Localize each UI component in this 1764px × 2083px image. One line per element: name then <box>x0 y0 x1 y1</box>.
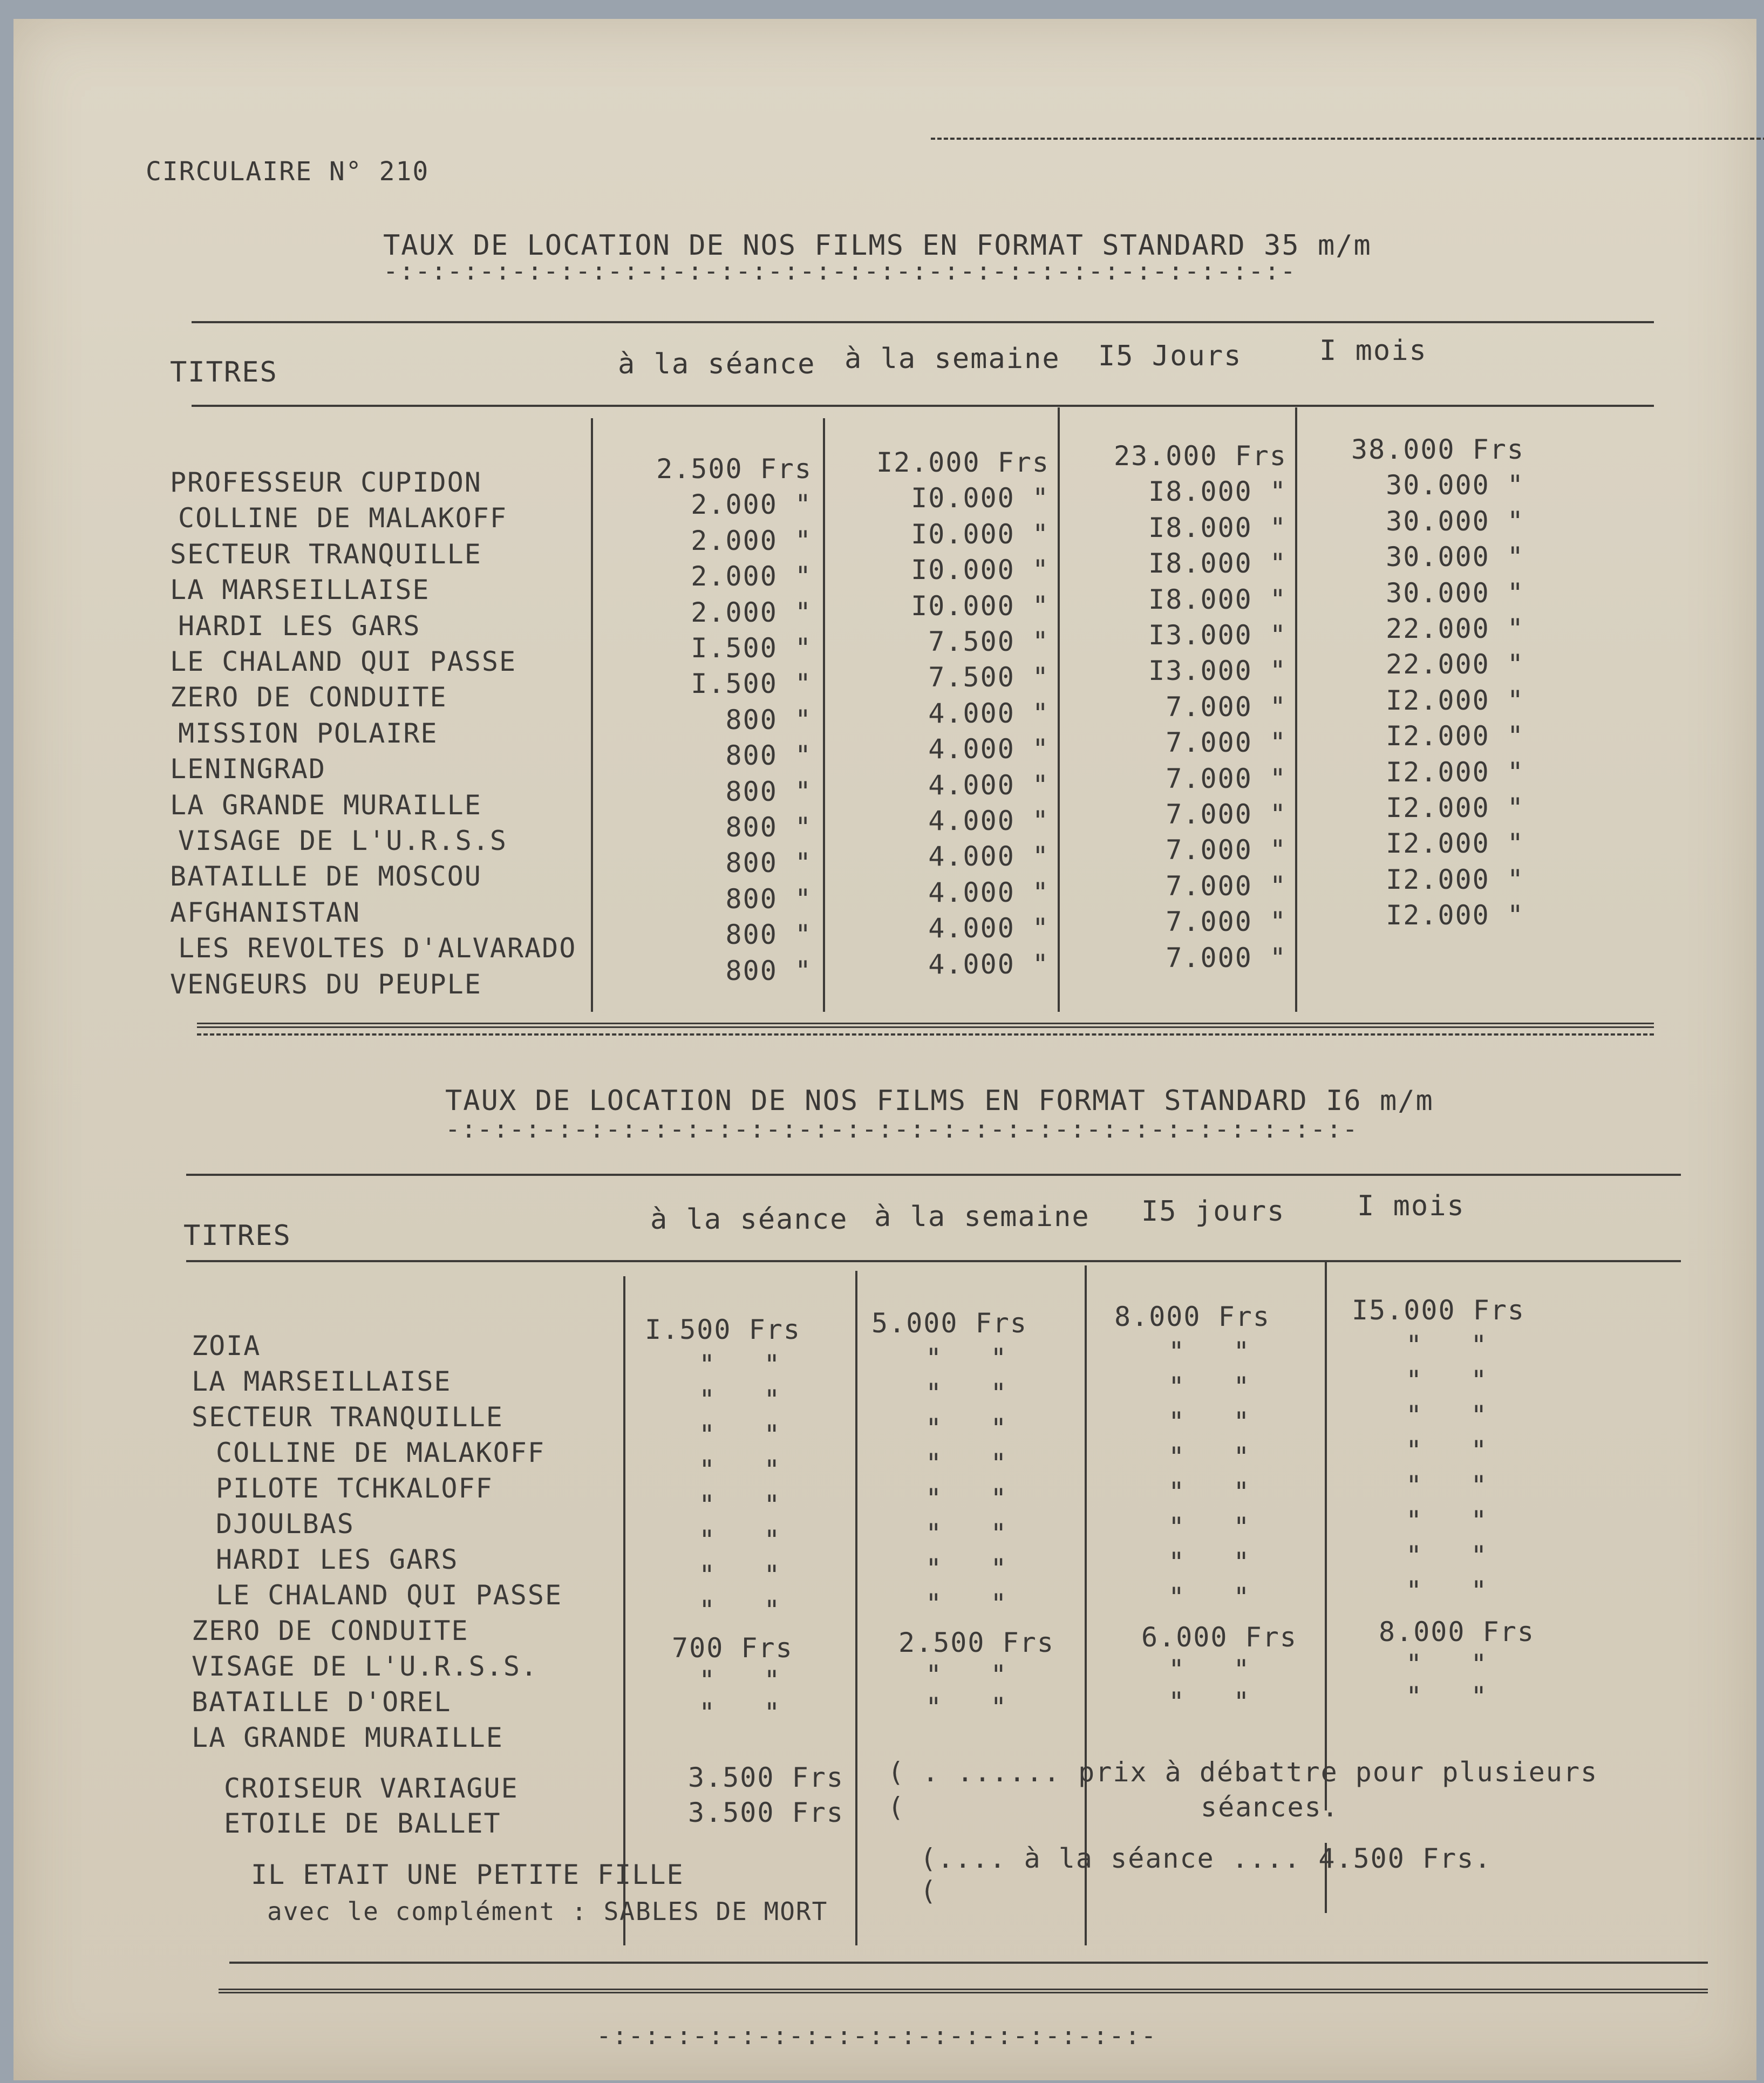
header-titres-16: TITRES <box>183 1220 291 1252</box>
price-seance: 2.000 " <box>691 561 812 592</box>
price-mois: 22.000 " <box>1386 649 1524 680</box>
col-rule <box>1325 1260 1327 1810</box>
price-semaine: I2.000 Frs <box>876 447 1050 478</box>
price-seance: 2.000 " <box>691 525 812 556</box>
price-quinze: I8.000 " <box>1148 512 1287 543</box>
ditto-mark: " " <box>1168 1336 1250 1367</box>
price-seance: 800 " <box>725 883 812 915</box>
price-semaine: 4.000 " <box>928 770 1050 801</box>
bracket: ( <box>920 1875 938 1907</box>
header-15-jours-16: I5 jours <box>1141 1195 1285 1228</box>
price-etoile: 3.500 Frs <box>688 1797 844 1828</box>
ditto-mark: " " <box>699 1349 780 1380</box>
ditto-mark: " " <box>1406 1540 1487 1571</box>
price-seance: I.500 " <box>691 632 812 664</box>
rule <box>229 1962 1708 1964</box>
header-semaine: à la semaine <box>844 343 1060 375</box>
header-seance: à la séance <box>618 348 816 380</box>
film-title: ZERO DE CONDUITE <box>192 1615 469 1646</box>
price-seance: 800 " <box>725 812 812 843</box>
header-seance-16: à la séance <box>650 1203 848 1236</box>
film-title: LA GRANDE MURAILLE <box>192 1722 503 1753</box>
ditto-mark: " " <box>925 1448 1007 1479</box>
ditto-mark: " " <box>1168 1406 1250 1438</box>
title-16mm: TAUX DE LOCATION DE NOS FILMS EN FORMAT STANDARD I6 m/m <box>445 1085 1434 1117</box>
title-petite-fille: IL ETAIT UNE PETITE FILLE <box>251 1859 684 1890</box>
price-seance-group2: 700 Frs <box>672 1632 793 1664</box>
col-rule <box>855 1271 857 1945</box>
ditto-mark: " " <box>1406 1649 1487 1680</box>
price-quinze: I8.000 " <box>1148 584 1287 615</box>
price-mois: I2.000 " <box>1386 828 1524 859</box>
price-quinze: I3.000 " <box>1148 655 1287 686</box>
price-petite-fille: (.... à la séance .... 4.500 Frs. <box>920 1843 1492 1874</box>
section-separator-dash <box>197 1033 1654 1036</box>
rule <box>192 321 1654 323</box>
price-semaine: 4.000 " <box>928 698 1050 729</box>
ditto-mark: " " <box>1406 1365 1487 1396</box>
ditto-mark: " " <box>699 1560 780 1591</box>
ditto-mark: " " <box>1168 1582 1250 1613</box>
film-title: LE CHALAND QUI PASSE <box>170 646 517 677</box>
film-title: BATAILLE D'OREL <box>192 1686 452 1718</box>
price-mois: I2.000 " <box>1386 720 1524 752</box>
section-separator <box>197 1023 1654 1028</box>
film-title: ZERO DE CONDUITE <box>170 682 447 713</box>
price-semaine: I0.000 " <box>911 482 1050 514</box>
price-semaine: 4.000 " <box>928 841 1050 872</box>
price-croiseur: 3.500 Frs <box>688 1762 844 1793</box>
price-semaine: I0.000 " <box>911 554 1050 586</box>
price-mois: 30.000 " <box>1386 469 1524 501</box>
price-mois: I5.000 Frs <box>1352 1295 1525 1326</box>
price-mois: 22.000 " <box>1386 613 1524 644</box>
film-title: PROFESSEUR CUPIDON <box>170 467 482 498</box>
ditto-mark: " " <box>1406 1400 1487 1431</box>
price-mois: I2.000 " <box>1386 792 1524 823</box>
film-title: VENGEURS DU PEUPLE <box>170 969 482 1000</box>
film-title: AFGHANISTAN <box>170 897 361 928</box>
price-seance: 800 " <box>725 776 812 807</box>
note-debattre: ( . ...... prix à débattre pour plusieurs <box>888 1757 1598 1788</box>
header-mois-16: I mois <box>1357 1190 1465 1222</box>
film-title: LES REVOLTES D'ALVARADO <box>178 932 577 964</box>
ditto-mark: " " <box>1406 1330 1487 1361</box>
film-title: MISSION POLAIRE <box>178 718 438 749</box>
price-mois: I2.000 " <box>1386 900 1524 931</box>
col-rule <box>623 1276 625 1945</box>
ditto-mark: " " <box>1168 1476 1250 1508</box>
price-semaine: 4.000 " <box>928 913 1050 944</box>
film-title: VISAGE DE L'U.R.S.S. <box>192 1651 539 1682</box>
price-mois: 30.000 " <box>1386 577 1524 609</box>
price-seance: 2.500 Frs <box>656 453 812 485</box>
film-title: LE CHALAND QUI PASSE <box>216 1580 563 1611</box>
price-quinze: 23.000 Frs <box>1113 440 1287 472</box>
ditto-mark: " " <box>1406 1681 1487 1712</box>
price-mois: 38.000 Frs <box>1351 434 1524 465</box>
price-semaine: 4.000 " <box>928 805 1050 836</box>
price-mois: 30.000 " <box>1386 506 1524 537</box>
film-title: PILOTE TCHKALOFF <box>216 1473 493 1504</box>
ditto-mark: " " <box>925 1483 1007 1514</box>
col-rule <box>1058 407 1060 1012</box>
film-title: COLLINE DE MALAKOFF <box>178 502 507 534</box>
price-semaine: 7.500 " <box>928 626 1050 657</box>
price-semaine: 7.500 " <box>928 662 1050 693</box>
film-title: COLLINE DE MALAKOFF <box>216 1437 545 1468</box>
ditto-mark: " " <box>925 1378 1007 1409</box>
price-mois: I2.000 " <box>1386 685 1524 716</box>
header-semaine-16: à la semaine <box>874 1201 1090 1233</box>
price-quinze-group2: 6.000 Frs <box>1141 1622 1297 1653</box>
film-title: LENINGRAD <box>170 753 326 785</box>
ditto-mark: " " <box>925 1588 1007 1619</box>
film-title: DJOULBAS <box>216 1508 355 1540</box>
col-rule <box>1295 407 1297 1012</box>
film-title: SECTEUR TRANQUILLE <box>192 1401 503 1433</box>
price-quinze: 7.000 " <box>1166 834 1287 866</box>
price-seance: 800 " <box>725 847 812 879</box>
ditto-mark: " " <box>699 1489 780 1521</box>
price-quinze: 7.000 " <box>1166 870 1287 902</box>
ditto-mark: " " <box>1406 1505 1487 1536</box>
rule <box>186 1174 1681 1176</box>
price-quinze: I8.000 " <box>1148 548 1287 579</box>
decorative-line: -:-:-:-:-:-:-:-:-:-:-:-:-:-:-:-:-:-:-:-:-:-:-:-:-:-:-:-:- <box>445 1114 1359 1143</box>
top-dash-rule <box>931 138 1764 140</box>
film-title: VISAGE DE L'U.R.S.S <box>178 825 507 856</box>
film-title: LA MARSEILLAISE <box>192 1366 452 1397</box>
ditto-mark: " " <box>699 1697 780 1728</box>
ditto-mark: " " <box>699 1384 780 1415</box>
ditto-mark: " " <box>925 1413 1007 1444</box>
price-seance: I.500 Frs <box>645 1314 801 1345</box>
film-title: LA GRANDE MURAILLE <box>170 789 482 821</box>
price-semaine: 5.000 Frs <box>871 1308 1027 1339</box>
price-quinze: 7.000 " <box>1166 727 1287 758</box>
ditto-mark: " " <box>1406 1470 1487 1501</box>
price-seance: 2.000 " <box>691 597 812 628</box>
price-quinze: 7.000 " <box>1166 763 1287 794</box>
col-rule <box>823 418 825 1012</box>
ditto-mark: " " <box>1168 1512 1250 1543</box>
ditto-mark: " " <box>699 1665 780 1696</box>
price-quinze: 7.000 " <box>1166 906 1287 937</box>
ditto-mark: " " <box>699 1419 780 1451</box>
header-mois: I mois <box>1319 335 1427 367</box>
circular-number: CIRCULAIRE N° 210 <box>146 156 430 187</box>
price-semaine-group2: 2.500 Frs <box>898 1627 1054 1658</box>
complement: avec le complément : SABLES DE MORT <box>267 1897 828 1926</box>
price-seance: 800 " <box>725 919 812 950</box>
note-seances: séances. <box>1201 1792 1339 1823</box>
title-croiseur: CROISEUR VARIAGUE <box>224 1773 519 1804</box>
price-mois: I2.000 " <box>1386 864 1524 895</box>
ditto-mark: " " <box>925 1343 1007 1374</box>
film-title: HARDI LES GARS <box>216 1544 459 1575</box>
price-quinze: I8.000 " <box>1148 476 1287 507</box>
price-seance: 800 " <box>725 740 812 771</box>
ditto-mark: " " <box>1168 1654 1250 1685</box>
price-quinze: 8.000 Frs <box>1114 1301 1270 1332</box>
price-quinze: 7.000 " <box>1166 691 1287 723</box>
film-title: LA MARSEILLAISE <box>170 574 430 605</box>
price-mois: I2.000 " <box>1386 757 1524 788</box>
ditto-mark: " " <box>925 1659 1007 1691</box>
price-quinze: I3.000 " <box>1148 620 1287 651</box>
ditto-mark: " " <box>925 1553 1007 1584</box>
rule <box>192 405 1654 407</box>
ditto-mark: " " <box>699 1524 780 1556</box>
price-quinze: 7.000 " <box>1166 942 1287 974</box>
ditto-mark: " " <box>925 1692 1007 1723</box>
film-title: ZOIA <box>192 1330 261 1362</box>
document-page <box>13 19 1756 2080</box>
price-semaine: 4.000 " <box>928 949 1050 980</box>
ditto-mark: " " <box>699 1454 780 1486</box>
film-title: HARDI LES GARS <box>178 610 421 642</box>
price-semaine: I0.000 " <box>911 590 1050 622</box>
ditto-mark: " " <box>1168 1371 1250 1403</box>
film-title: BATAILLE DE MOSCOU <box>170 861 482 892</box>
price-seance: 800 " <box>725 955 812 986</box>
film-title: SECTEUR TRANQUILLE <box>170 539 482 570</box>
price-semaine: 4.000 " <box>928 877 1050 908</box>
title-etoile: ETOILE DE BALLET <box>224 1808 501 1839</box>
ditto-mark: " " <box>1406 1435 1487 1466</box>
price-mois: 30.000 " <box>1386 541 1524 573</box>
price-seance: I.500 " <box>691 668 812 699</box>
price-semaine: 4.000 " <box>928 733 1050 765</box>
decorative-line-bottom: -:-:-:-:-:-:-:-:-:-:-:-:-:-:-:-:-:- <box>596 2021 1157 2050</box>
price-quinze: 7.000 " <box>1166 799 1287 830</box>
title-35mm: TAUX DE LOCATION DE NOS FILMS EN FORMAT STANDARD 35 m/m <box>383 229 1372 262</box>
price-seance: 800 " <box>725 704 812 736</box>
header-15-jours: I5 Jours <box>1098 340 1242 372</box>
header-titres: TITRES <box>170 356 278 389</box>
price-mois-group2: 8.000 Frs <box>1379 1616 1535 1648</box>
ditto-mark: " " <box>925 1518 1007 1549</box>
ditto-mark: " " <box>1406 1575 1487 1607</box>
bottom-double-rule <box>219 1989 1708 1993</box>
price-semaine: I0.000 " <box>911 519 1050 550</box>
decorative-line: -:-:-:-:-:-:-:-:-:-:-:-:-:-:-:-:-:-:-:-:-:-:-:-:-:-:-:-:- <box>383 256 1297 285</box>
ditto-mark: " " <box>699 1595 780 1626</box>
ditto-mark: " " <box>1168 1686 1250 1718</box>
ditto-mark: " " <box>1168 1441 1250 1473</box>
ditto-mark: " " <box>1168 1547 1250 1578</box>
col-rule <box>591 418 593 1012</box>
bracket: ( <box>888 1792 905 1823</box>
rule <box>186 1260 1681 1262</box>
price-seance: 2.000 " <box>691 489 812 520</box>
